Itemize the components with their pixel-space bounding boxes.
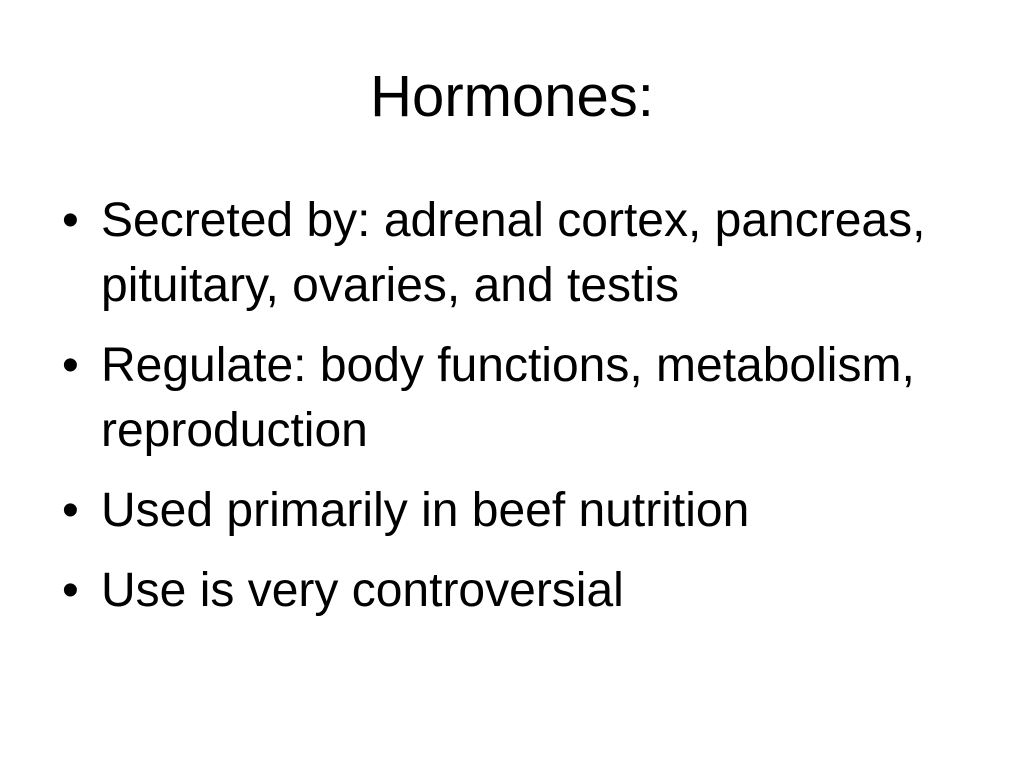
list-item [62, 478, 942, 543]
bullet-marker: • [62, 339, 79, 392]
bullet-list [62, 188, 942, 638]
bullet-marker: • [62, 564, 79, 617]
list-item [62, 333, 942, 463]
bullet-marker: • [62, 194, 79, 247]
bullet-text: Used primarily in beef nutrition [101, 484, 750, 537]
bullet-text: Regulate: body functions, metabolism, reproduction [101, 339, 915, 457]
slide-title: Hormones: [370, 64, 654, 129]
list-item [62, 188, 942, 318]
bullet-text: Secreted by: adrenal cortex, pancreas, pituitary, ovaries, and testis [101, 194, 926, 312]
bullet-marker: • [62, 484, 79, 537]
bullet-text: Use is very controversial [101, 564, 624, 617]
list-item [62, 558, 942, 623]
